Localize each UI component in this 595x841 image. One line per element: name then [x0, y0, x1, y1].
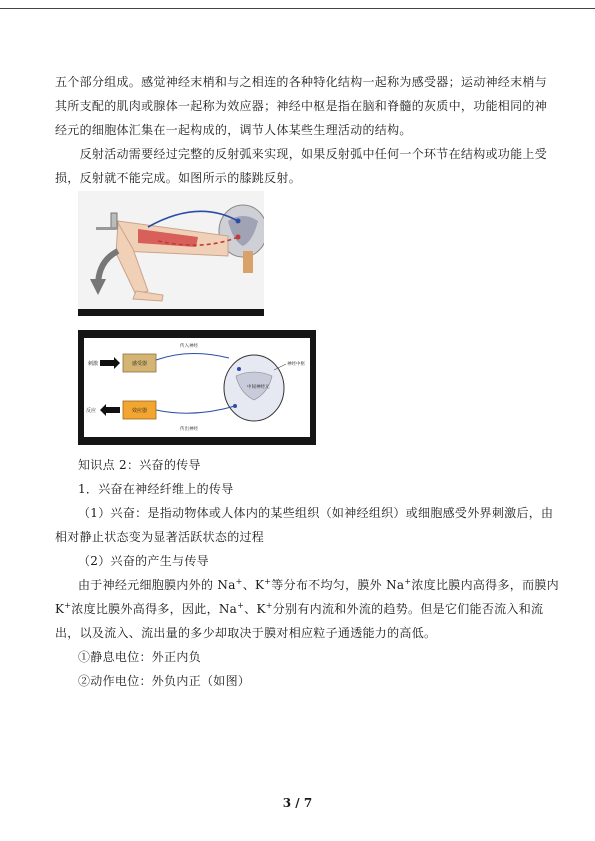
reflex-arc-figure — [78, 330, 316, 445]
ion-line-2: K+浓度比膜外高得多，因此，Na+、K+分别有内流和外流的趋势。但是它们能否流入和流 — [55, 601, 544, 616]
center-label: 神经中枢 — [287, 362, 305, 367]
effector-label: 效应器 — [131, 408, 148, 414]
resting-potential-item: ①静息电位：外正内负 — [78, 650, 202, 664]
receptor-label: 感受器 — [131, 361, 148, 367]
definition-line: （1）兴奋：是指动物体或人体内的某些组织（如神经组织）或细胞感受外界刺激后，由 — [78, 506, 554, 520]
response-label: 反应 — [86, 408, 97, 414]
afferent-label: 传入神经 — [180, 344, 198, 349]
knee-reflex-figure — [78, 191, 264, 316]
page-number: 3 / 7 — [282, 796, 313, 810]
subheading: （2）兴奋的产生与传导 — [78, 554, 209, 568]
header-rule — [0, 8, 595, 9]
paragraph-line: 经元的细胞体汇集在一起构成的，调节人体某些生理活动的结构。 — [55, 123, 412, 137]
ion-line-3: 出，以及流入、流出量的多少却取决于膜对相应粒子通透能力的高低。 — [55, 626, 437, 640]
subheading: 1．兴奋在神经纤维上的传导 — [78, 482, 234, 496]
section-heading: 知识点 2：兴奋的传导 — [78, 458, 201, 472]
interneuron-label: 中间神经元 — [247, 385, 270, 390]
ion-line-1: 由于神经元细胞膜内外的 Na+、K+等分布不均匀，膜外 Na+浓度比膜内高得多，而膜内 — [78, 577, 559, 592]
action-potential-item: ②动作电位：外负内正（如图） — [78, 674, 251, 688]
figure-caption-bar — [78, 309, 264, 316]
paragraph-line: 五个部分组成。感觉神经末梢和与之相连的各种特化结构一起称为感受器；运动神经末梢与 — [55, 75, 548, 89]
knee-reflex-illustration — [78, 191, 264, 309]
paragraph-line: 损，反射就不能完成。如图所示的膝跳反射。 — [55, 171, 302, 185]
paragraph-line: 反射活动需要经过完整的反射弧来实现，如果反射弧中任何一个环节在结构或功能上受 — [55, 147, 548, 161]
reflex-arc-diagram — [84, 338, 310, 437]
efferent-label: 传出神经 — [180, 427, 198, 432]
paragraph-line: 其所支配的肌肉或腺体一起称为效应器；神经中枢是指在脑和脊髓的灰质中，功能相同的神 — [55, 99, 548, 113]
definition-line: 相对静止状态变为显著活跃状态的过程 — [55, 530, 265, 544]
stimulus-label: 刺激 — [88, 361, 99, 367]
